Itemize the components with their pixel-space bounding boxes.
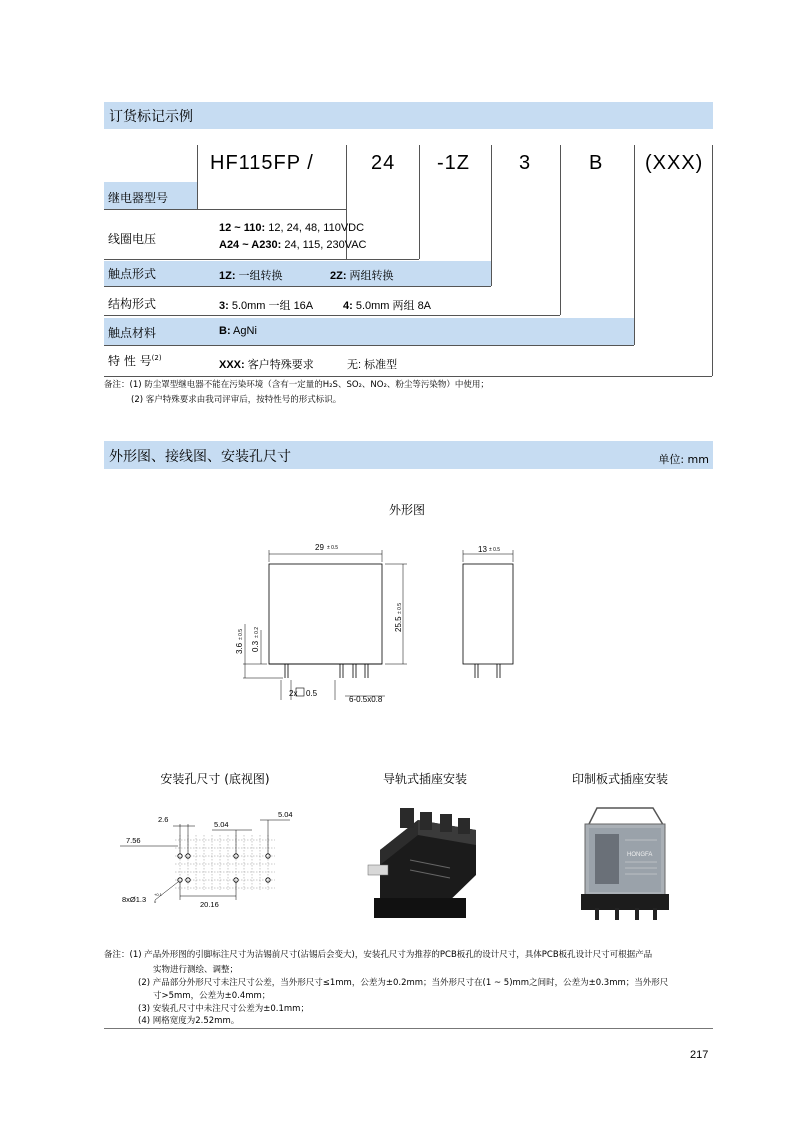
grid-line [104,345,634,346]
row-label-contact-form: 触点形式 [108,267,157,281]
pcb-dim-20-16: 20.16 [200,900,219,909]
coil-dc-list: 12, 24, 48, 110VDC [265,222,365,234]
pcb-holes-tol-down: 0 [154,899,157,904]
rail-socket-caption: 导轨式插座安装 [382,772,467,786]
dim-depth: 13 [478,545,487,554]
grid-line [419,145,420,259]
coil-values-ac [219,239,367,251]
ordering-section-header [104,102,713,129]
outline-note-3: (3) 安装孔尺寸中未注尺寸公差为±0.1mm； [138,1004,309,1014]
material-b-code: B: [219,325,231,337]
dim-pin-offset: 0.3 [251,640,260,652]
dim-pin-square: 0.5 [306,689,318,698]
dim-depth-tol: ± 0.5 [489,547,501,553]
dim-height-tol: ± 0.5 [397,602,403,614]
construction-3-code: 3: [219,300,229,312]
outline-caption: 外形图 [388,503,425,517]
dim-pin-length: 3.6 [235,642,244,654]
grid-line [104,209,346,210]
grid-line [104,259,419,260]
pcb-holes-tol-up: +0.1 [154,892,162,897]
outline-note-1: 备注：(1) 产品外形图的引脚标注尺寸为沾锡前尺寸(沾锡后会变大)，安装孔尺寸为推荐的PCB板孔的设计尺寸，具体PCB板孔设计尺寸可根据产品 [104,950,653,960]
dim-pin-offset-tol: ± 0.2 [254,626,260,638]
row-label-material: 触点材料 [108,326,157,340]
construction-3 [219,297,313,313]
grid-line [712,145,713,376]
special-none: 无: 标准型 [347,359,398,371]
row-bg-contact-form [104,261,491,286]
code-special: (XXX) [645,152,704,174]
contact-1z-desc: 一组转换 [235,270,283,282]
pcb-layout-drawing [110,800,310,920]
row-label-construction: 结构形式 [108,297,157,311]
pcb-socket-relay [581,808,669,920]
page-number: 217 [690,1049,709,1061]
outline-note-2-cont: 寸>5mm，公差为±0.4mm； [153,991,271,1001]
dim-pin-square-prefix: 2x [289,689,298,698]
coil-ac-range: A24 ~ A230: [219,239,282,251]
special-label-sup: (2) [151,354,162,362]
footer-rule [104,1028,713,1029]
special-label-text: 特 性 号 [108,354,152,368]
code-material: B [589,152,604,174]
grid-line [634,145,635,345]
code-contact-form: -1Z [437,152,470,174]
relay-brand-label: HONGFA [627,852,653,858]
rail-socket-image [360,800,490,925]
pcb-dim-5-04-b: 5.04 [278,810,293,819]
contact-1z-code: 1Z: [219,270,236,282]
pcb-socket-relay-image [575,800,675,930]
outline-section-title: 外形图、接线图、安装孔尺寸 [109,449,291,465]
row-bg-contact-material [104,318,634,345]
grid-line [197,145,198,209]
relay-front-body [269,564,382,664]
grid-line [560,145,561,315]
dim-pin-section: 6-0.5x0.8 [349,695,383,704]
grid-line [104,286,491,287]
grid-line [104,376,712,377]
construction-3-desc: 5.0mm 一组 16A [228,300,314,312]
outline-note-4: (4) 网格宽度为2.52mm。 [138,1016,240,1026]
material-b-desc: AgNi [230,325,257,337]
dim-height: 25.5 [394,616,403,632]
relay-side-body [463,564,513,664]
coil-values-dc [219,222,364,234]
dim-width-tol: ± 0.5 [327,545,339,551]
pcb-dim-5-04-a: 5.04 [214,820,229,829]
outline-section-header [104,441,713,469]
unit-label: 单位: mm [658,453,709,466]
construction-4-code: 4: [343,300,353,312]
pcb-dim-7-56: 7.56 [126,836,141,845]
coil-ac-list: 24, 115, 230VAC [281,239,367,251]
pcb-socket-caption: 印制板式插座安装 [571,772,668,786]
dim-pin-length-tol: ± 0.5 [238,628,244,640]
construction-4-desc: 5.0mm 两组 8A [352,300,432,312]
rail-socket-body [368,808,476,918]
code-coil: 24 [371,152,396,174]
special-xxx-desc: 客户特殊要求 [244,359,314,371]
row-label-coil: 线圈电压 [108,232,157,246]
dim-width: 29 [315,543,324,552]
coil-dc-range: 12 ~ 110: [219,222,266,234]
grid-line [491,145,492,286]
construction-4 [343,297,431,313]
pcb-holes: 8xØ1.3 [122,895,147,904]
contact-2z-code: 2Z: [330,270,347,282]
contact-form-1z [219,267,283,283]
outline-drawing [225,530,545,710]
grid-line [104,315,560,316]
code-construction: 3 [519,152,532,174]
row-label-special [108,352,162,369]
outline-note-1-cont: 实物进行测绘、调整； [153,965,239,975]
ordering-section-title: 订货标记示例 [109,109,193,125]
outline-note-2: (2) 产品部分外形尺寸未注尺寸公差，当外形尺寸≤1mm，公差为±0.2mm；当外形尺寸在(1 ~ 5)mm之间时，公差为±0.3mm；当外形尺 [138,978,669,988]
pcb-layout-caption: 安装孔尺寸 (底视图) [160,772,270,786]
ordering-note-1: 备注：(1) 防尘罩型继电器不能在污染环境（含有一定量的H₂S、SO₂、NO₂、粉尘等污染物）中使用； [104,380,489,390]
ordering-note-2: (2) 客户特殊要求由我司评审后，按特性号的形式标识。 [131,395,342,405]
row-label-model: 继电器型号 [108,191,169,205]
contact-form-2z [330,267,394,283]
special-xxx [219,356,314,372]
pcb-dim-2-6: 2.6 [158,815,169,824]
contact-2z-desc: 两组转换 [346,270,394,282]
code-model: HF115FP / [210,152,314,174]
special-xxx-code: XXX: [219,359,245,371]
material-b [219,325,257,337]
